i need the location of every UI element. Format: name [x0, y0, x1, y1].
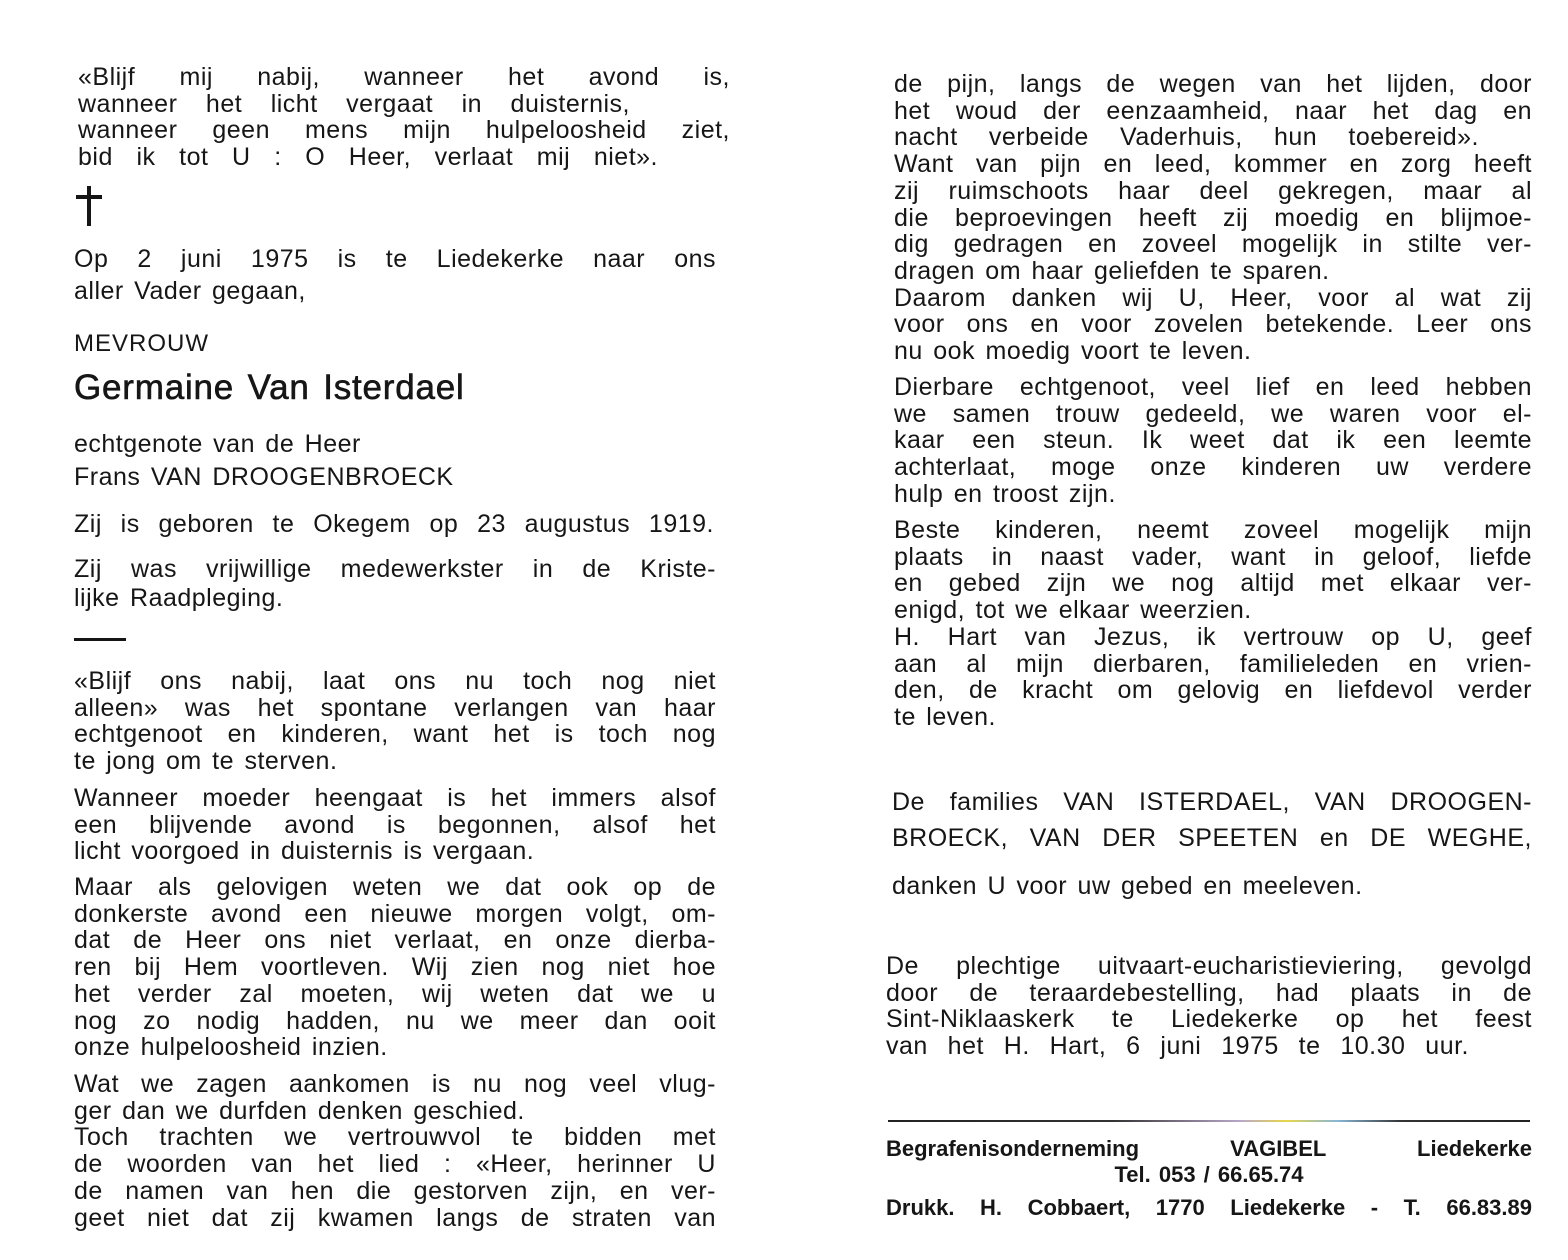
poem-line: wanneer het licht vergaat in duisternis, [78, 89, 630, 118]
printer-text: Drukk. H. Cobbaert, 1770 Liedekerke - T. 66.83.89 [886, 1195, 1532, 1220]
decorative-rule [888, 1120, 1530, 1122]
funeral-text: De plechtige uitvaart-eucharistieviering, gevolgd door de teraardebestelling, had plaats in de Sint-Niklaaskerk te Liedekerke op het feest van het H. Hart, 6 juni 1975 te 10.30 uur. [886, 952, 1532, 1061]
birth-text: Zij is geboren te Okegem op 23 augustus 1919. [74, 510, 714, 538]
opening-poem [78, 64, 730, 170]
paragraph: de pijn, langs de wegen van het lijden, door het woud der eenzaamheid, naar het dag en nacht verbeide Vaderhuis, hun toebereid». Want van pijn en leed, kommer en zorg heeft zij ruimschoots haar deel gekregen, maar al die beproevingen heeft zij moedig en blijmoe- dig gedragen en zoveel mogelijk in stilte ver- dragen om haar geliefden te sparen. Daarom danken wij U, Heer, voor al wat zij voor ons en voor zovelen betekende. Leer ons nu ook moedig voort te leven. [894, 70, 1532, 366]
paragraph: Dierbare echtgenoot, veel lief en leed hebben we samen trouw gedeeld, we waren voor el- kaar een steun. Ik weet dat ik een leemte achterlaat, moge onze kinderen uw verdere hulp en troost zijn. [894, 373, 1532, 508]
undertaker-text: Begrafenisonderneming VAGIBEL Liedekerke [886, 1136, 1532, 1161]
title-prefix: MEVROUW [74, 330, 209, 357]
poem-line: «Blijf mij nabij, wanneer het avond is, [78, 63, 730, 91]
paragraph: «Blijf ons nabij, laat ons nu toch nog niet alleen» was het spontane verlangen van haar echtgenoot en kinderen, want het is toch nog te jong om te sterven. [74, 667, 716, 776]
deceased-name: Germaine Van Isterdael [74, 368, 465, 407]
phone-text: Tel. 053 / 66.65.74 [1114, 1162, 1304, 1187]
poem-line: bid ik tot U : O Heer, verlaat mij niet». [78, 142, 658, 171]
intro-text: Op 2 juni 1975 is te Liedekerke naar ons aller Vader gegaan, [74, 245, 716, 305]
cross-icon [74, 186, 104, 226]
paragraph: Beste kinderen, neemt zoveel mogelijk mijn plaats in naast vader, want in geloof, liefde en gebed zijn we nog altijd met elkaar ver- enigd, tot we elkaar weerzien. H. Hart van Jezus, ik vertrouw op U, geef aan al mijn dierbaren, familieleden en vrien- den, de kracht om gelovig en liefdevol verder te leven. [894, 516, 1532, 731]
thanks-text: danken U voor uw gebed en meeleven. [892, 872, 1363, 900]
paragraph: Wat we zagen aankomen is nu nog veel vlug- ger dan we durfden denken geschied. Toch trachten we vertrouwvol te bidden met de woorden van het lied : «Heer, herinner U de namen van hen die gestorven zijn, en ver- geet niet dat zij kwamen langs de straten van [74, 1070, 716, 1232]
poem-line: wanneer geen mens mijn hulpeloosheid ziet, [78, 116, 730, 144]
spouse-text: echtgenote van de Heer Frans VAN DROOGENBROECK [74, 430, 454, 491]
volunteer-text: Zij was vrijwillige medewerkster in de Kriste- lijke Raadpleging. [74, 555, 716, 612]
paragraph: Maar als gelovigen weten we dat ook op de donkerste avond een nieuwe morgen volgt, om- dat de Heer ons niet verlaat, en onze dierba- ren bij Hem voortleven. Wij zien nog niet hoe het verder zal moeten, wij weten dat we u nog zo nodig hadden, nu we meer dan ooit onze hulpeloosheid inzien. [74, 873, 716, 1062]
divider [74, 638, 126, 641]
families-text: De families VAN ISTERDAEL, VAN DROOGEN- BROECK, VAN DER SPEETEN en DE WEGHE, [892, 788, 1532, 852]
paragraph: Wanneer moeder heengaat is het immers alsof een blijvende avond is begonnen, alsof het licht voorgoed in duisternis is vergaan. [74, 784, 716, 866]
